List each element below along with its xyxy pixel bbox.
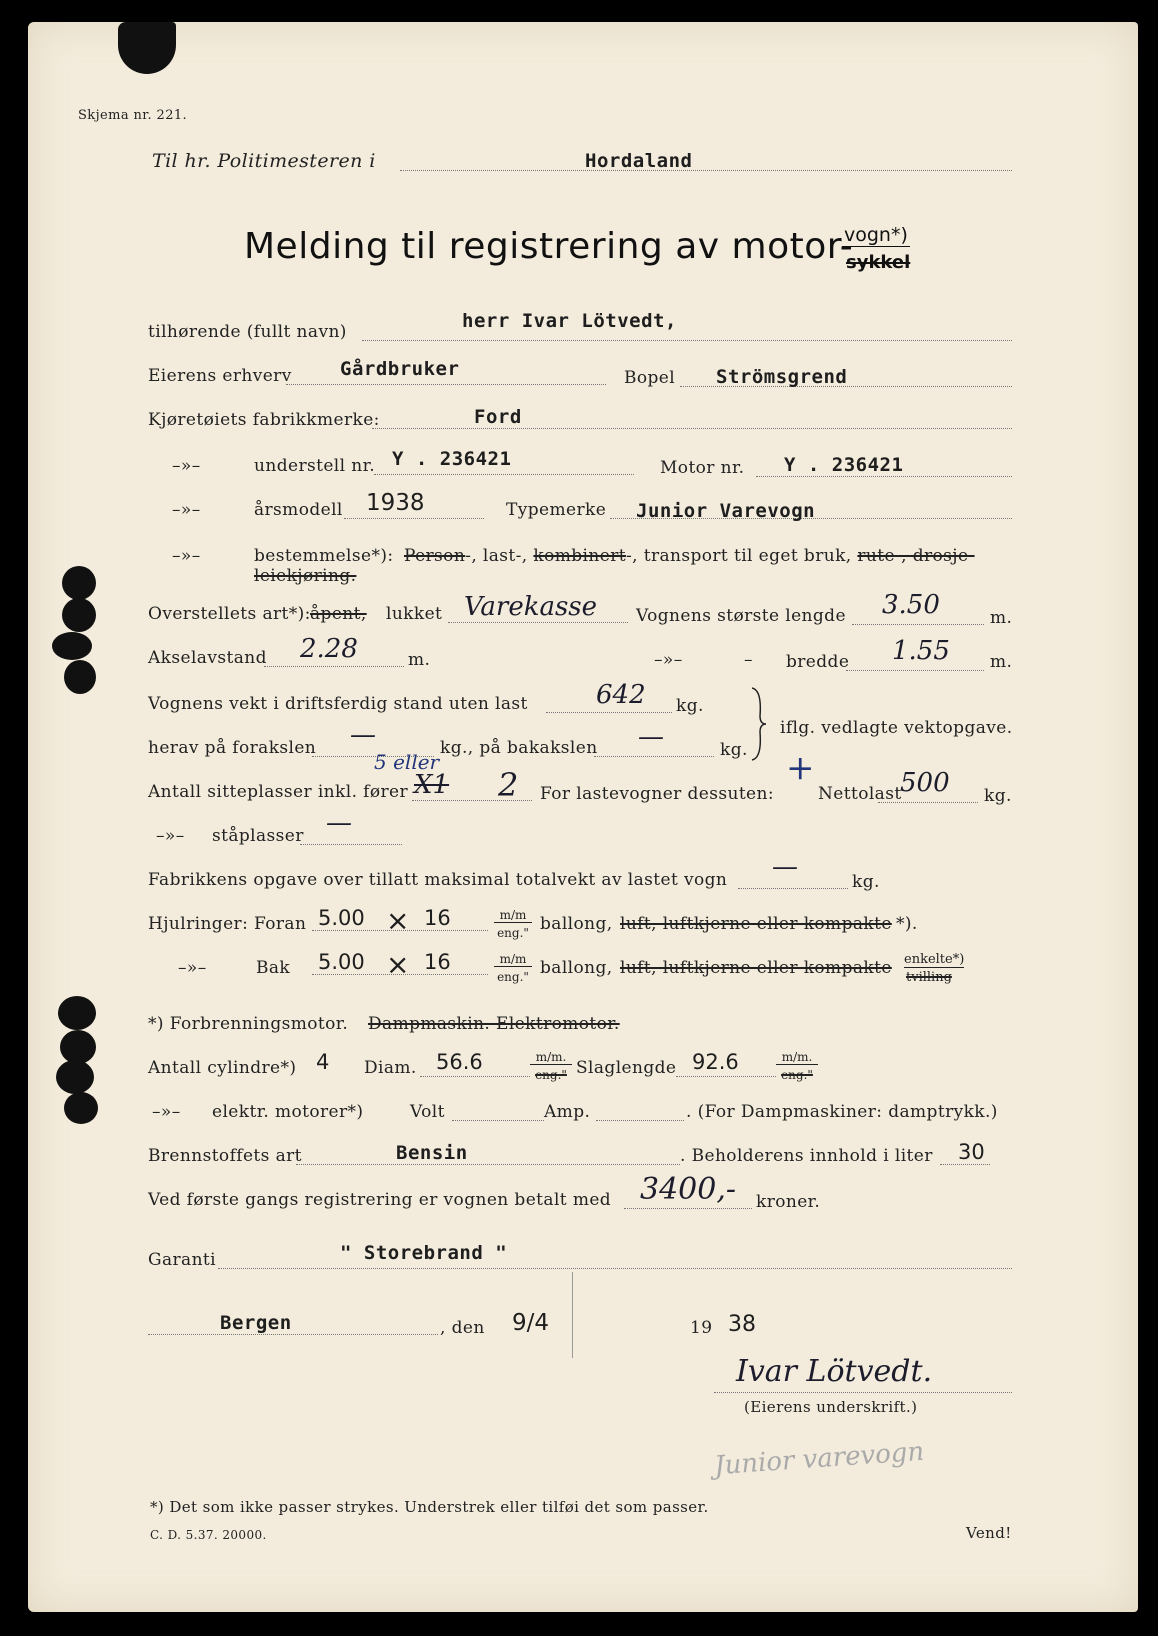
width-line <box>846 670 984 671</box>
date-label: , den <box>440 1318 485 1338</box>
front-tire-width: 5.00 <box>318 906 365 930</box>
turn-page-note: Vend! <box>966 1524 1012 1542</box>
diameter-label: Diam. <box>364 1058 417 1078</box>
price-unit: kroner. <box>756 1192 821 1212</box>
tank-label: . Beholderens innhold i liter <box>680 1146 933 1166</box>
year-ditto: –»– <box>172 500 201 520</box>
wheelbase-value: 2.28 <box>300 634 358 664</box>
weight-note: iflg. vedlagte vektopgave. <box>780 718 1013 738</box>
price-line <box>624 1208 752 1209</box>
cylinders-value: 4 <box>316 1050 330 1074</box>
chassis-value: Y . 236421 <box>392 448 512 470</box>
purpose-cargo: -, last-, <box>465 546 528 566</box>
seats-cross: + <box>786 748 815 788</box>
punch-hole-mark-2 <box>62 598 96 632</box>
purpose-struck-route: rute-, drosje- <box>857 546 975 566</box>
body-closed: lukket <box>386 604 443 624</box>
purpose-struck-combined: kombinert <box>533 546 626 566</box>
title-option-top: vogn*) <box>844 224 908 246</box>
page-title: Melding til registrering av motor- <box>244 226 854 267</box>
punch-hole-mark-3 <box>52 632 92 660</box>
length-line <box>852 624 984 625</box>
purpose-own-transport: -, transport til eget bruk, <box>625 546 852 566</box>
rear-tire-single: enkelte*) <box>904 952 965 967</box>
max-weight-line <box>738 888 848 889</box>
occupation-line <box>286 384 606 385</box>
front-axle-value: — <box>350 720 376 750</box>
date-value: 9/4 <box>512 1310 550 1336</box>
punch-hole-mark-6 <box>60 1030 96 1064</box>
front-axle-label: herav på forakslen <box>148 738 317 758</box>
guarantee-value: " Storebrand " <box>340 1242 508 1264</box>
net-load-unit: kg. <box>984 786 1012 806</box>
purpose-struck-person: Person <box>404 546 466 566</box>
date-year-suffix: 38 <box>728 1312 756 1337</box>
punch-hole-mark-5 <box>58 996 96 1030</box>
purpose-label: bestemmelse*): <box>254 546 394 566</box>
max-weight-value: — <box>772 852 798 882</box>
max-weight-label: Fabrikkens opgave over tillatt maksimal totalvekt av lastet vogn <box>148 870 728 890</box>
diameter-line <box>420 1076 530 1077</box>
residence-value: Strömsgrend <box>716 366 848 388</box>
weight-label: Vognens vekt i driftsferdig stand uten last <box>148 694 528 714</box>
price-value: 3400,- <box>640 1172 737 1207</box>
seats-label: Antall sitteplasser inkl. fører <box>148 782 409 802</box>
footnote: *) Det som ikke passer strykes. Understrek eller tilføi det som passer. <box>150 1498 709 1516</box>
recipient-value: Hordaland <box>585 150 693 172</box>
length-value: 3.50 <box>882 590 940 620</box>
residence-label: Bopel <box>624 368 676 388</box>
year-value: 1938 <box>366 490 425 516</box>
diameter-value: 56.6 <box>436 1050 483 1074</box>
rear-axle-line <box>594 756 714 757</box>
owner-signature: Ivar Lötvedt. <box>736 1354 933 1389</box>
fuel-line <box>296 1164 680 1165</box>
rear-tire-width: 5.00 <box>318 950 365 974</box>
rear-wheels-label: Bak <box>256 958 291 978</box>
diameter-unit-mm: m/m. <box>530 1050 572 1065</box>
front-tire-line <box>312 930 488 931</box>
punch-hole-mark-1 <box>62 566 96 600</box>
stroke-label: Slaglengde <box>576 1058 677 1078</box>
make-line <box>372 428 1012 429</box>
signature-label: (Eierens underskrift.) <box>744 1398 918 1416</box>
tank-value: 30 <box>958 1140 985 1164</box>
rear-axle-label: kg., på bakakslen <box>440 738 598 758</box>
place-line <box>148 1334 438 1335</box>
year-label: årsmodell <box>254 500 343 520</box>
body-label: Overstellets art*): <box>148 604 311 624</box>
stroke-line <box>676 1076 776 1077</box>
volt-line <box>452 1120 544 1121</box>
length-unit: m. <box>990 608 1013 628</box>
signature-line <box>714 1392 1012 1393</box>
front-tire-times: × <box>386 904 410 937</box>
front-tire-unit-eng: eng." <box>497 926 529 940</box>
chassis-ditto: –»– <box>172 456 201 476</box>
wheelbase-label: Akselavstand <box>148 648 267 668</box>
weight-line <box>546 712 672 713</box>
standing-label: ståplasser <box>212 826 304 846</box>
handwritten-note: Junior varevogn <box>713 1436 926 1482</box>
engine-type-struck: Dampmaskin. Elektromotor. <box>368 1014 620 1034</box>
motor-number-label: Motor nr. <box>660 458 745 478</box>
punch-hole-mark-8 <box>64 1092 98 1124</box>
electric-ditto: –»– <box>152 1102 181 1122</box>
weight-unit: kg. <box>676 696 704 716</box>
recipient-label: Til hr. Politimesteren i <box>152 150 376 172</box>
cylinders-label: Antall cylindre*) <box>148 1058 297 1078</box>
engine-type-label: *) Forbrenningsmotor. <box>148 1014 349 1034</box>
width-ditto: –»– <box>654 650 683 670</box>
rear-axle-value: — <box>638 722 664 752</box>
stroke-unit-eng: eng." <box>781 1068 813 1082</box>
rear-tire-struck: luft, luftkjerne eller kompakte <box>620 958 892 978</box>
punch-hole-mark-7 <box>56 1060 94 1094</box>
owner-name-value: herr Ivar Lötvedt, <box>462 310 677 332</box>
place-value: Bergen <box>220 1312 292 1334</box>
make-label: Kjøretøiets fabrikkmerke: <box>148 410 380 430</box>
width-value: 1.55 <box>892 636 950 666</box>
net-load-value: 500 <box>900 768 950 798</box>
stroke-unit-mm: m/m. <box>776 1050 818 1065</box>
wheelbase-line <box>264 666 404 667</box>
recipient-line <box>400 170 1012 171</box>
front-wheels-label: Hjulringer: Foran <box>148 914 307 934</box>
width-unit: m. <box>990 652 1013 672</box>
purpose-ditto: –»– <box>172 546 201 566</box>
schema-number: Skjema nr. 221. <box>78 108 188 123</box>
standing-value: — <box>326 808 352 838</box>
width-dash: – <box>744 650 753 670</box>
standing-ditto: –»– <box>156 826 185 846</box>
motor-number-value: Y . 236421 <box>784 454 904 476</box>
width-label: bredde <box>786 652 850 672</box>
body-struck-open: åpent, <box>310 604 367 624</box>
stroke-value: 92.6 <box>692 1050 739 1074</box>
rear-tire-balloon: ballong, <box>540 958 613 978</box>
motor-number-line <box>756 476 1012 477</box>
amp-label: Amp. <box>544 1102 591 1122</box>
fuel-label: Brennstoffets art <box>148 1146 302 1166</box>
front-tire-diameter: 16 <box>424 906 451 930</box>
punch-hole-mark-4 <box>64 660 96 694</box>
print-code: C. D. 5.37. 20000. <box>150 1528 267 1542</box>
rear-axle-unit: kg. <box>720 740 748 760</box>
steam-label: . (For Dampmaskiner: damptrykk.) <box>686 1102 998 1122</box>
cargo-label: For lastevogner dessuten: <box>540 784 774 804</box>
rear-tire-twin: tvilling <box>906 970 952 985</box>
body-line <box>448 622 628 623</box>
standing-line <box>300 844 402 845</box>
fuel-value: Bensin <box>396 1142 468 1164</box>
front-tire-balloon: ballong, <box>540 914 613 934</box>
seats-value: 2 <box>498 766 519 804</box>
guarantee-line <box>218 1268 1012 1269</box>
weight-brace <box>748 686 768 762</box>
front-tire-unit-mm: m/m <box>494 908 532 923</box>
purpose-struck-hire: leiekjøring. <box>254 566 357 586</box>
chassis-label: understell nr. <box>254 456 376 476</box>
type-value: Junior Varevogn <box>636 500 816 522</box>
make-value: Ford <box>474 406 522 428</box>
rear-tire-diameter: 16 <box>424 950 451 974</box>
owner-name-label: tilhørende (fullt navn) <box>148 322 347 342</box>
price-label: Ved første gangs registrering er vognen betalt med <box>148 1190 612 1210</box>
occupation-value: Gårdbruker <box>340 358 460 380</box>
diameter-unit-eng: eng." <box>535 1068 567 1082</box>
type-label: Typemerke <box>506 500 607 520</box>
tank-line <box>940 1164 990 1165</box>
rear-tire-line <box>312 974 488 975</box>
electric-label: elektr. motorer*) <box>212 1102 364 1122</box>
date-divider <box>572 1272 573 1358</box>
year-line <box>344 518 484 519</box>
title-option-bottom: sykkel <box>846 252 911 273</box>
body-value: Varekasse <box>464 592 598 622</box>
max-weight-unit: kg. <box>852 872 880 892</box>
date-year-prefix: 19 <box>690 1318 713 1338</box>
chassis-line <box>374 474 634 475</box>
rear-tire-unit-mm: m/m <box>494 952 532 967</box>
front-tire-struck: luft, luftkjerne eller kompakte <box>620 914 892 934</box>
volt-label: Volt <box>410 1102 445 1122</box>
owner-name-line <box>362 340 1012 341</box>
seats-note: 5 eller <box>374 750 440 774</box>
occupation-label: Eierens erhverv <box>148 366 292 386</box>
rear-tire-unit-eng: eng." <box>497 970 529 984</box>
weight-value: 642 <box>596 680 646 710</box>
wheelbase-unit: m. <box>408 650 431 670</box>
guarantee-label: Garanti <box>148 1250 216 1270</box>
net-load-line <box>878 802 978 803</box>
rear-tire-times: × <box>386 948 410 981</box>
net-load-label: Nettolast <box>818 784 902 804</box>
length-label: Vognens største lengde <box>636 606 846 626</box>
amp-line <box>596 1120 684 1121</box>
front-tire-end: *). <box>896 914 918 934</box>
seats-struck: X1 <box>414 770 450 800</box>
purpose-options <box>404 546 975 566</box>
rear-wheels-ditto: –»– <box>178 958 207 978</box>
